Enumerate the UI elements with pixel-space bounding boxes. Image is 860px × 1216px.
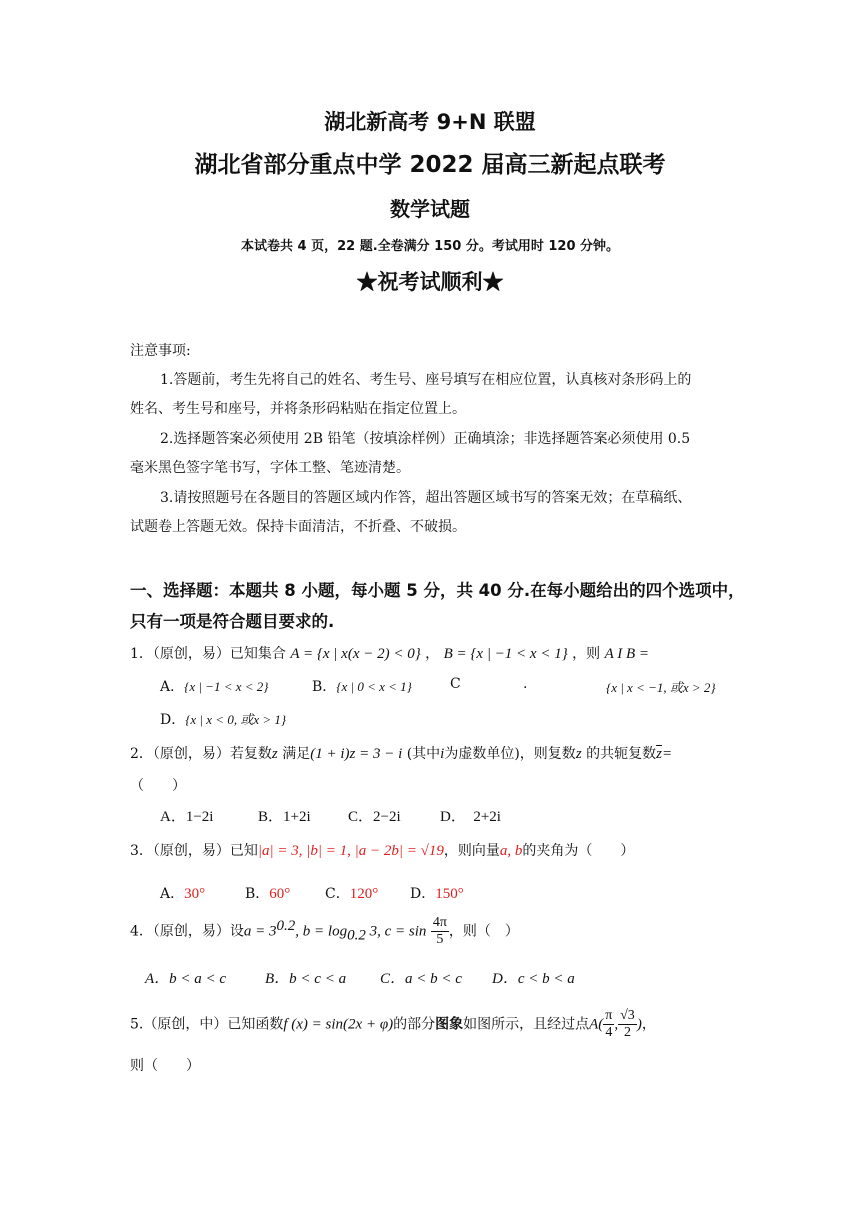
q1-option-d-label: D． [160, 712, 186, 728]
q5-frac-1-num: π [605, 1008, 613, 1023]
q3-option-b-text: 60° [269, 886, 291, 902]
section-heading-line-2: 只有一项是符合题目要求的. [130, 612, 335, 631]
note-1-line-2: 姓名、考生号和座号，并将条形码粘贴在指定位置上。 [130, 401, 466, 417]
exam-union-title: 湖北新高考 9+N 联盟 [324, 110, 536, 134]
q2-stem: 2．（原创，易）若复数 [130, 746, 272, 762]
q4-tail: ，则（ ） [448, 923, 519, 940]
q2-equation: (1 + i)z = 3 − i [310, 746, 403, 762]
q3-option-c-text: 120° [349, 886, 379, 902]
q4-option-d: D．c < b < a [492, 971, 575, 987]
q1-option-b [312, 676, 412, 696]
note-1-line-1: 1.答题前，考生先将自己的姓名、考生号、座号填写在相应位置，认真核对条形码上的 [160, 372, 692, 388]
q1-option-a-text: {x | −1 < x < 2} [184, 679, 269, 694]
q5-point-a: A( [589, 1016, 604, 1033]
q1-expression: A Ι B = [604, 646, 650, 662]
q2-conjugate-z: $\overline{z}$ [656, 746, 662, 762]
q5-line-2: 则（ ） [130, 1058, 200, 1074]
q5-end: ， [641, 1016, 656, 1033]
notes-title: 注意事项: [130, 343, 191, 359]
q1-set-b: B = {x | −1 < x < 1} [443, 646, 568, 662]
q1-option-c-dot: . [523, 676, 528, 692]
question-4 [130, 915, 519, 948]
q4-b-subscript: 0.2 [347, 927, 366, 944]
q3-option-c-label: C． [325, 886, 350, 902]
q5-function: f (x) = sin(2x + φ) [283, 1016, 394, 1033]
q5-close-paren: ) [636, 1016, 642, 1033]
q2-i: i [440, 746, 445, 762]
q5-bold-word: 图象 [435, 1016, 464, 1033]
q1-option-b-text: {x | 0 < x < 1} [336, 679, 412, 694]
q3-option-c [325, 883, 378, 903]
q3-option-a-text: 30° [184, 886, 206, 902]
q3-tail: ，则向量 [443, 843, 500, 859]
q4-b-def: , b = log [295, 923, 348, 940]
q1-option-c-text: {x | x < −1, 或x > 2} [606, 680, 716, 695]
q3-condition: |a| = 3, |b| = 1, |a − 2b| = √19 [257, 843, 444, 859]
q4-a-exponent: 0.2 [276, 917, 296, 934]
q1-option-d [160, 709, 286, 729]
note-3-line-2: 试题卷上答题无效。保持卡面清洁，不折叠、不破损。 [130, 519, 466, 535]
q3-option-a [160, 883, 205, 903]
exam-title: 湖北省部分重点中学 2022 届高三新起点联考 [194, 152, 666, 178]
q4-stem: 4．（原创，易）设 [130, 923, 244, 940]
q5-text-1: 的部分 [393, 1016, 436, 1033]
q3-option-d-text: 150° [435, 886, 464, 902]
q3-option-d [410, 883, 464, 903]
q2-option-a: A．1−2i [160, 809, 214, 825]
q5-stem: 5.（原创，中）已知函数 [130, 1016, 284, 1033]
q5-frac-1-den: 4 [605, 1025, 613, 1040]
section-heading-line-1: 一、选择题：本题共 8 小题，每小题 5 分，共 40 分.在每小题给出的四个选项中， [130, 581, 745, 600]
q4-option-a: A．b < a < c [145, 971, 227, 987]
q4-b-tail: 3, c = sin [365, 923, 427, 940]
note-2-line-1: 2.选择题答案必须使用 2B 铅笔（按填涂样例）正确填涂；非选择题答案必须使用 0.5 [160, 431, 691, 447]
q2-equals: = [661, 746, 673, 762]
q2-text-2: (其中 [406, 746, 441, 762]
q4-option-b: B．b < c < a [265, 971, 347, 987]
q5-comma: , [614, 1016, 619, 1033]
question-3 [130, 840, 634, 860]
q2-option-c: C．2−2i [348, 809, 401, 825]
question-5 [130, 1008, 656, 1041]
q4-option-c: C．a < b < c [380, 971, 462, 987]
q2-option-d: D． 2+2i [440, 809, 501, 825]
subject-title: 数学试题 [390, 197, 470, 221]
q1-option-a [160, 676, 268, 696]
q1-stem: 1．（原创，易）已知集合 [130, 646, 286, 662]
q1-set-a: A = {x | x(x − 2) < 0} [290, 646, 421, 662]
q1-option-b-label: B． [312, 679, 337, 695]
q2-text-1: 满足 [282, 746, 311, 762]
q4-fraction-denominator: 5 [436, 932, 444, 947]
q1-option-d-text: {x | x < 0, 或x > 1} [185, 712, 287, 727]
q3-vectors: a, b [499, 843, 523, 859]
q2-answer-blank: （ ） [130, 778, 186, 794]
question-1 [130, 643, 649, 663]
question-2 [130, 743, 672, 763]
q5-text-2: 如图所示，且经过点 [463, 1016, 590, 1033]
q3-tail-2: 的夹角为（ ） [522, 843, 635, 859]
q3-option-d-label: D． [410, 886, 436, 902]
q5-frac-2-den: 2 [623, 1025, 631, 1040]
q2-text-4: 的共轭复数 [586, 746, 657, 762]
q3-option-b-label: B． [245, 886, 270, 902]
q1-option-c-label: C [450, 676, 461, 692]
note-2-line-2: 毫米黑色签字笔书写，字体工整、笔迹清楚。 [130, 460, 410, 476]
q5-frac-2-num: √3 [620, 1008, 635, 1023]
q4-fraction-numerator: 4π [432, 915, 447, 930]
good-luck-banner: ★祝考试顺利★ [356, 269, 504, 294]
q2-option-b: B．1+2i [258, 809, 311, 825]
q2-z: z [271, 746, 278, 762]
q4-a-def: a = 3 [243, 923, 277, 940]
note-3-line-1: 3.请按照题号在各题目的答题区域内作答，超出答题区域书写的答案无效；在草稿纸、 [160, 490, 692, 506]
q1-sep: ， [425, 646, 440, 662]
q4-fraction [431, 915, 449, 948]
q1-tail: ，则 [572, 646, 601, 662]
q5-frac-2 [618, 1008, 637, 1041]
q2-text-3: 为虚数单位)，则复数 [444, 746, 576, 762]
q3-option-a-label: A． [160, 886, 185, 902]
q3-option-b [245, 883, 290, 903]
q3-stem: 3．（原创，易）已知 [130, 843, 258, 859]
q5-frac-1 [603, 1008, 614, 1041]
q2-z-2: z [575, 746, 582, 762]
exam-info: 本试卷共 4 页，22 题.全卷满分 150 分。考试用时 120 分钟。 [240, 239, 620, 254]
q1-option-a-label: A． [160, 679, 185, 695]
